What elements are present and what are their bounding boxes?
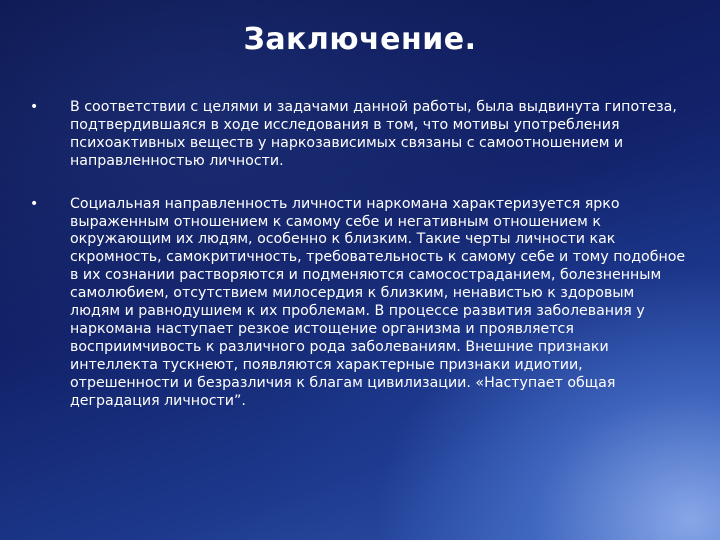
- bullet-marker: •: [30, 99, 39, 115]
- slide-title: Заключение.: [243, 22, 477, 57]
- bullet-list: [28, 99, 688, 411]
- bullet-marker: •: [30, 195, 39, 212]
- bullet-text: В соответствии с целями и задачами данной работы, была выдвинута гипотеза, подтвердившаяся в ходе исследования в том, что мотивы употребления психоактивных веществ у наркозависимых связаны с самоотношением и направленностью личности.: [70, 99, 677, 169]
- bullet-item-hypothesis: [28, 99, 688, 171]
- bullet-text: Социальная направленность личности наркомана характеризуется ярко выраженным отношением к самому себе и негативным отношением к окружающим их людям, особенно к близким. Такие черты личности как скромность, самокритичность, требовательность к самому себе и тому подобное в их сознании растворяются и подменяются самосостраданием, болезненным самолюбием, отсутствием милосердия к близким, ненавистью к здоровым людям и равнодушием к их проблемам. В процессе развития заболевания у наркомана наступает резкое истощение организма и проявляется восприимчивость к различного рода заболеваниям. Внешние признаки интеллекта тускнеют, появляются характерные признаки идиотии, отрешенности и безразличия к благам цивилизации. «Наступает общая деградация личности”.: [70, 195, 686, 409]
- bullet-item-social-orientation: [28, 196, 688, 411]
